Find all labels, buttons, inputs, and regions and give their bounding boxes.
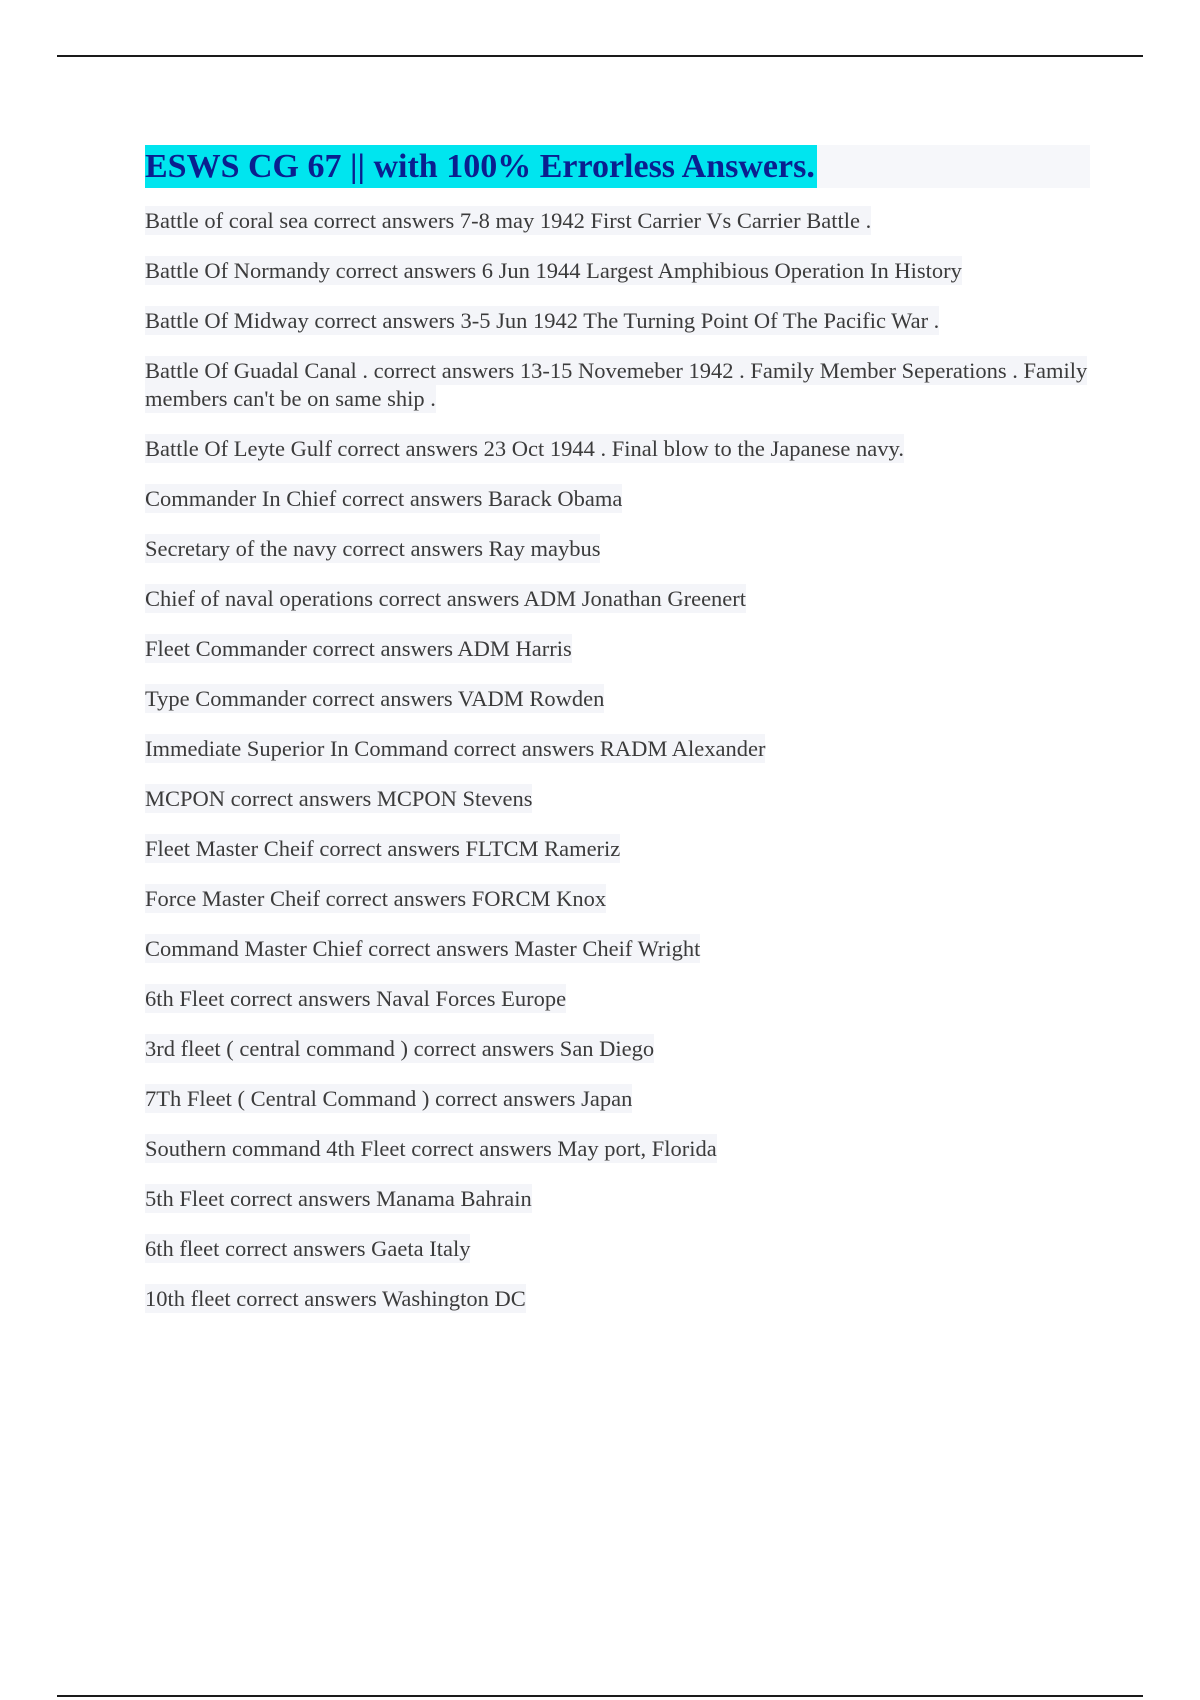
qa-text: 3rd fleet ( central command ) correct answers San Diego [145, 1036, 655, 1061]
qa-item [145, 535, 1090, 563]
qa-item [145, 485, 1090, 513]
qa-item [145, 835, 1090, 863]
qa-text: Battle Of Guadal Canal . correct answers 13-15 Novemeber 1942 . Family Member Seperations . Family members can't be on same ship . [145, 358, 1088, 411]
title-band [145, 145, 1090, 188]
qa-item [145, 585, 1090, 613]
qa-text: 7Th Fleet ( Central Command ) correct answers Japan [145, 1086, 633, 1111]
qa-item [145, 357, 1090, 413]
qa-item [145, 1235, 1090, 1263]
qa-item [145, 1085, 1090, 1113]
qa-text: 6th Fleet correct answers Naval Forces Europe [145, 986, 567, 1011]
qa-text: 6th fleet correct answers Gaeta Italy [145, 1236, 471, 1261]
qa-item [145, 985, 1090, 1013]
qa-item [145, 1185, 1090, 1213]
qa-item [145, 785, 1090, 813]
qa-text: Fleet Commander correct answers ADM Harris [145, 636, 572, 661]
qa-text: Commander In Chief correct answers Barack Obama [145, 486, 623, 511]
qa-text: Force Master Cheif correct answers FORCM Knox [145, 886, 607, 911]
qa-text: Immediate Superior In Command correct answers RADM Alexander [145, 736, 766, 761]
qa-text: 5th Fleet correct answers Manama Bahrain [145, 1186, 532, 1211]
qa-item [145, 1285, 1090, 1313]
qa-item [145, 1035, 1090, 1063]
qa-text: Battle of coral sea correct answers 7-8 may 1942 First Carrier Vs Carrier Battle . [145, 208, 872, 233]
qa-text: Secretary of the navy correct answers Ray maybus [145, 536, 601, 561]
qa-text: Battle Of Leyte Gulf correct answers 23 Oct 1944 . Final blow to the Japanese navy. [145, 436, 904, 461]
qa-text: 10th fleet correct answers Washington DC [145, 1286, 526, 1311]
qa-item [145, 885, 1090, 913]
document-body [145, 145, 1090, 1335]
qa-text: Type Commander correct answers VADM Rowden [145, 686, 605, 711]
qa-text: Chief of naval operations correct answers ADM Jonathan Greenert [145, 586, 747, 611]
qa-item [145, 435, 1090, 463]
document-title: ESWS CG 67 || with 100% Errorless Answers. [145, 145, 817, 188]
qa-list [145, 207, 1090, 1313]
qa-text: MCPON correct answers MCPON Stevens [145, 786, 533, 811]
bottom-rule [57, 1695, 1143, 1697]
qa-text: Southern command 4th Fleet correct answers May port, Florida [145, 1136, 717, 1161]
qa-item [145, 635, 1090, 663]
qa-item [145, 257, 1090, 285]
qa-text: Battle Of Normandy correct answers 6 Jun 1944 Largest Amphibious Operation In History [145, 258, 962, 283]
qa-text: Fleet Master Cheif correct answers FLTCM Rameriz [145, 836, 621, 861]
qa-text: Command Master Chief correct answers Master Cheif Wright [145, 936, 701, 961]
top-rule [57, 55, 1143, 57]
qa-item [145, 685, 1090, 713]
qa-item [145, 1135, 1090, 1163]
qa-item [145, 307, 1090, 335]
qa-item [145, 935, 1090, 963]
qa-item [145, 735, 1090, 763]
qa-text: Battle Of Midway correct answers 3-5 Jun 1942 The Turning Point Of The Pacific War . [145, 308, 940, 333]
qa-item [145, 207, 1090, 235]
